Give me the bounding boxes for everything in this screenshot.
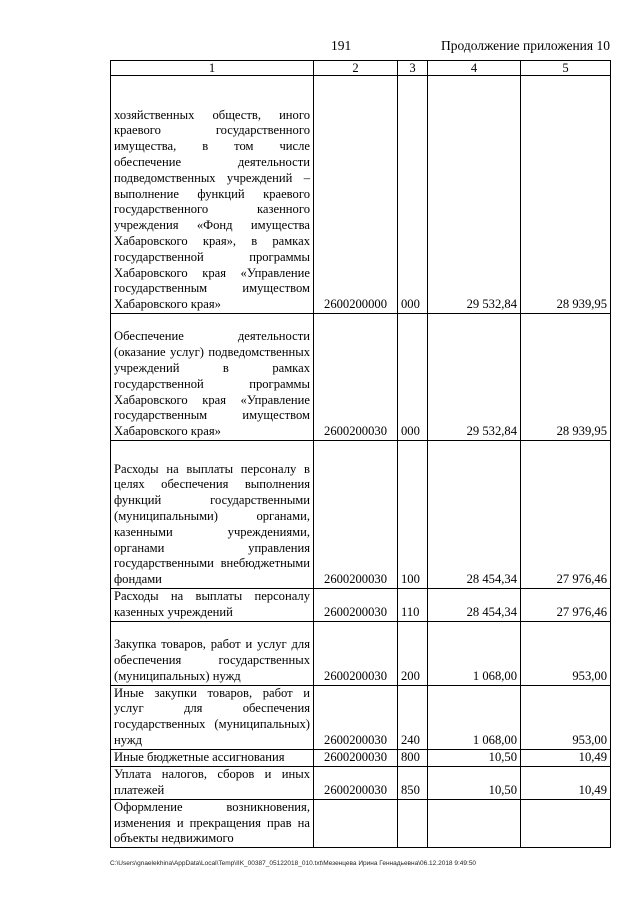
expense-type-cell: 240 [398, 685, 428, 749]
target-code-cell: 2600200030 [314, 589, 398, 622]
item-name-cell: Оформление возникновения, изменения и прекращения прав на объекты недвижимого [111, 799, 314, 847]
expense-type-cell: 100 [398, 441, 428, 589]
page-number: 191 [331, 38, 352, 53]
page-header [0, 38, 640, 58]
amount-col4-cell: 1 068,00 [428, 621, 521, 685]
table-row [111, 685, 611, 749]
item-name-cell: Уплата налогов, сборов и иных платежей [111, 766, 314, 799]
amount-col5-cell: 953,00 [521, 621, 611, 685]
amount-col4-cell [428, 799, 521, 847]
column-header: 3 [398, 61, 428, 76]
item-name-cell: Закупка товаров, работ и услуг для обеспечения государственных (муниципальных) нужд [111, 621, 314, 685]
expense-type-cell: 110 [398, 589, 428, 622]
column-header: 5 [521, 61, 611, 76]
table-row [111, 766, 611, 799]
amount-col5-cell [521, 799, 611, 847]
amount-col4-cell: 10,50 [428, 766, 521, 799]
expense-type-cell [398, 799, 428, 847]
amount-col5-cell: 27 976,46 [521, 441, 611, 589]
table-row [111, 799, 611, 847]
item-name-cell: хозяйственных обществ, иного краевого государственного имущества, в том числе обеспечение деятельности подведомственных учреждений – выполнение функций краевого государственного казенного учреждения «Фонд имущества Хабаровского края», в рамках государственной программы Хабаровского края «Управление государственным имуществом Хабаровского края» [111, 76, 314, 314]
item-name-cell: Иные бюджетные ассигнования [111, 749, 314, 766]
target-code-cell: 2600200030 [314, 441, 398, 589]
column-header: 1 [111, 61, 314, 76]
target-code-cell: 2600200030 [314, 621, 398, 685]
amount-col5-cell: 28 939,95 [521, 76, 611, 314]
amount-col5-cell: 953,00 [521, 685, 611, 749]
target-code-cell [314, 799, 398, 847]
table-row [111, 621, 611, 685]
item-name-cell: Расходы на выплаты персоналу в целях обеспечения выполнения функций государственными (муниципальными) органами, казенными учреждениями, органами управления государственными внебюджетными фондами [111, 441, 314, 589]
appendix-continuation-label: Продолжение приложения 10 [440, 38, 610, 53]
item-name-cell: Расходы на выплаты персоналу казенных учреждений [111, 589, 314, 622]
expense-type-cell: 200 [398, 621, 428, 685]
file-path-footer: C:\Users\gnaelekhina\AppData\Local\Temp\IIK_00387_05122018_010.txt\Мезенцева Ирина Геннадьевна\06.12.2018 9:49:50 [110, 860, 477, 867]
item-name-cell: Обеспечение деятельности (оказание услуг) подведомственных учреждений в рамках государственной программы Хабаровского края «Управление государственным имуществом Хабаровского края» [111, 314, 314, 441]
amount-col4-cell: 10,50 [428, 749, 521, 766]
amount-col4-cell: 28 454,34 [428, 589, 521, 622]
target-code-cell: 2600200030 [314, 314, 398, 441]
table-row [111, 589, 611, 622]
expense-type-cell: 000 [398, 314, 428, 441]
amount-col5-cell: 28 939,95 [521, 314, 611, 441]
expense-type-cell: 850 [398, 766, 428, 799]
amount-col5-cell: 27 976,46 [521, 589, 611, 622]
expense-type-cell: 000 [398, 76, 428, 314]
target-code-cell: 2600200030 [314, 685, 398, 749]
amount-col4-cell: 1 068,00 [428, 685, 521, 749]
target-code-cell: 2600200030 [314, 749, 398, 766]
item-name-cell: Иные закупки товаров, работ и услуг для обеспечения государственных (муниципальных) нужд [111, 685, 314, 749]
table-header-row [111, 61, 611, 76]
amount-col5-cell: 10,49 [521, 749, 611, 766]
target-code-cell: 2600200000 [314, 76, 398, 314]
amount-col4-cell: 28 454,34 [428, 441, 521, 589]
table-row [111, 76, 611, 314]
amount-col4-cell: 29 532,84 [428, 76, 521, 314]
amount-col4-cell: 29 532,84 [428, 314, 521, 441]
amount-col5-cell: 10,49 [521, 766, 611, 799]
expense-type-cell: 800 [398, 749, 428, 766]
table-row [111, 314, 611, 441]
column-header: 2 [314, 61, 398, 76]
table-row [111, 441, 611, 589]
budget-table [110, 60, 611, 848]
column-header: 4 [428, 61, 521, 76]
table-row [111, 749, 611, 766]
target-code-cell: 2600200030 [314, 766, 398, 799]
